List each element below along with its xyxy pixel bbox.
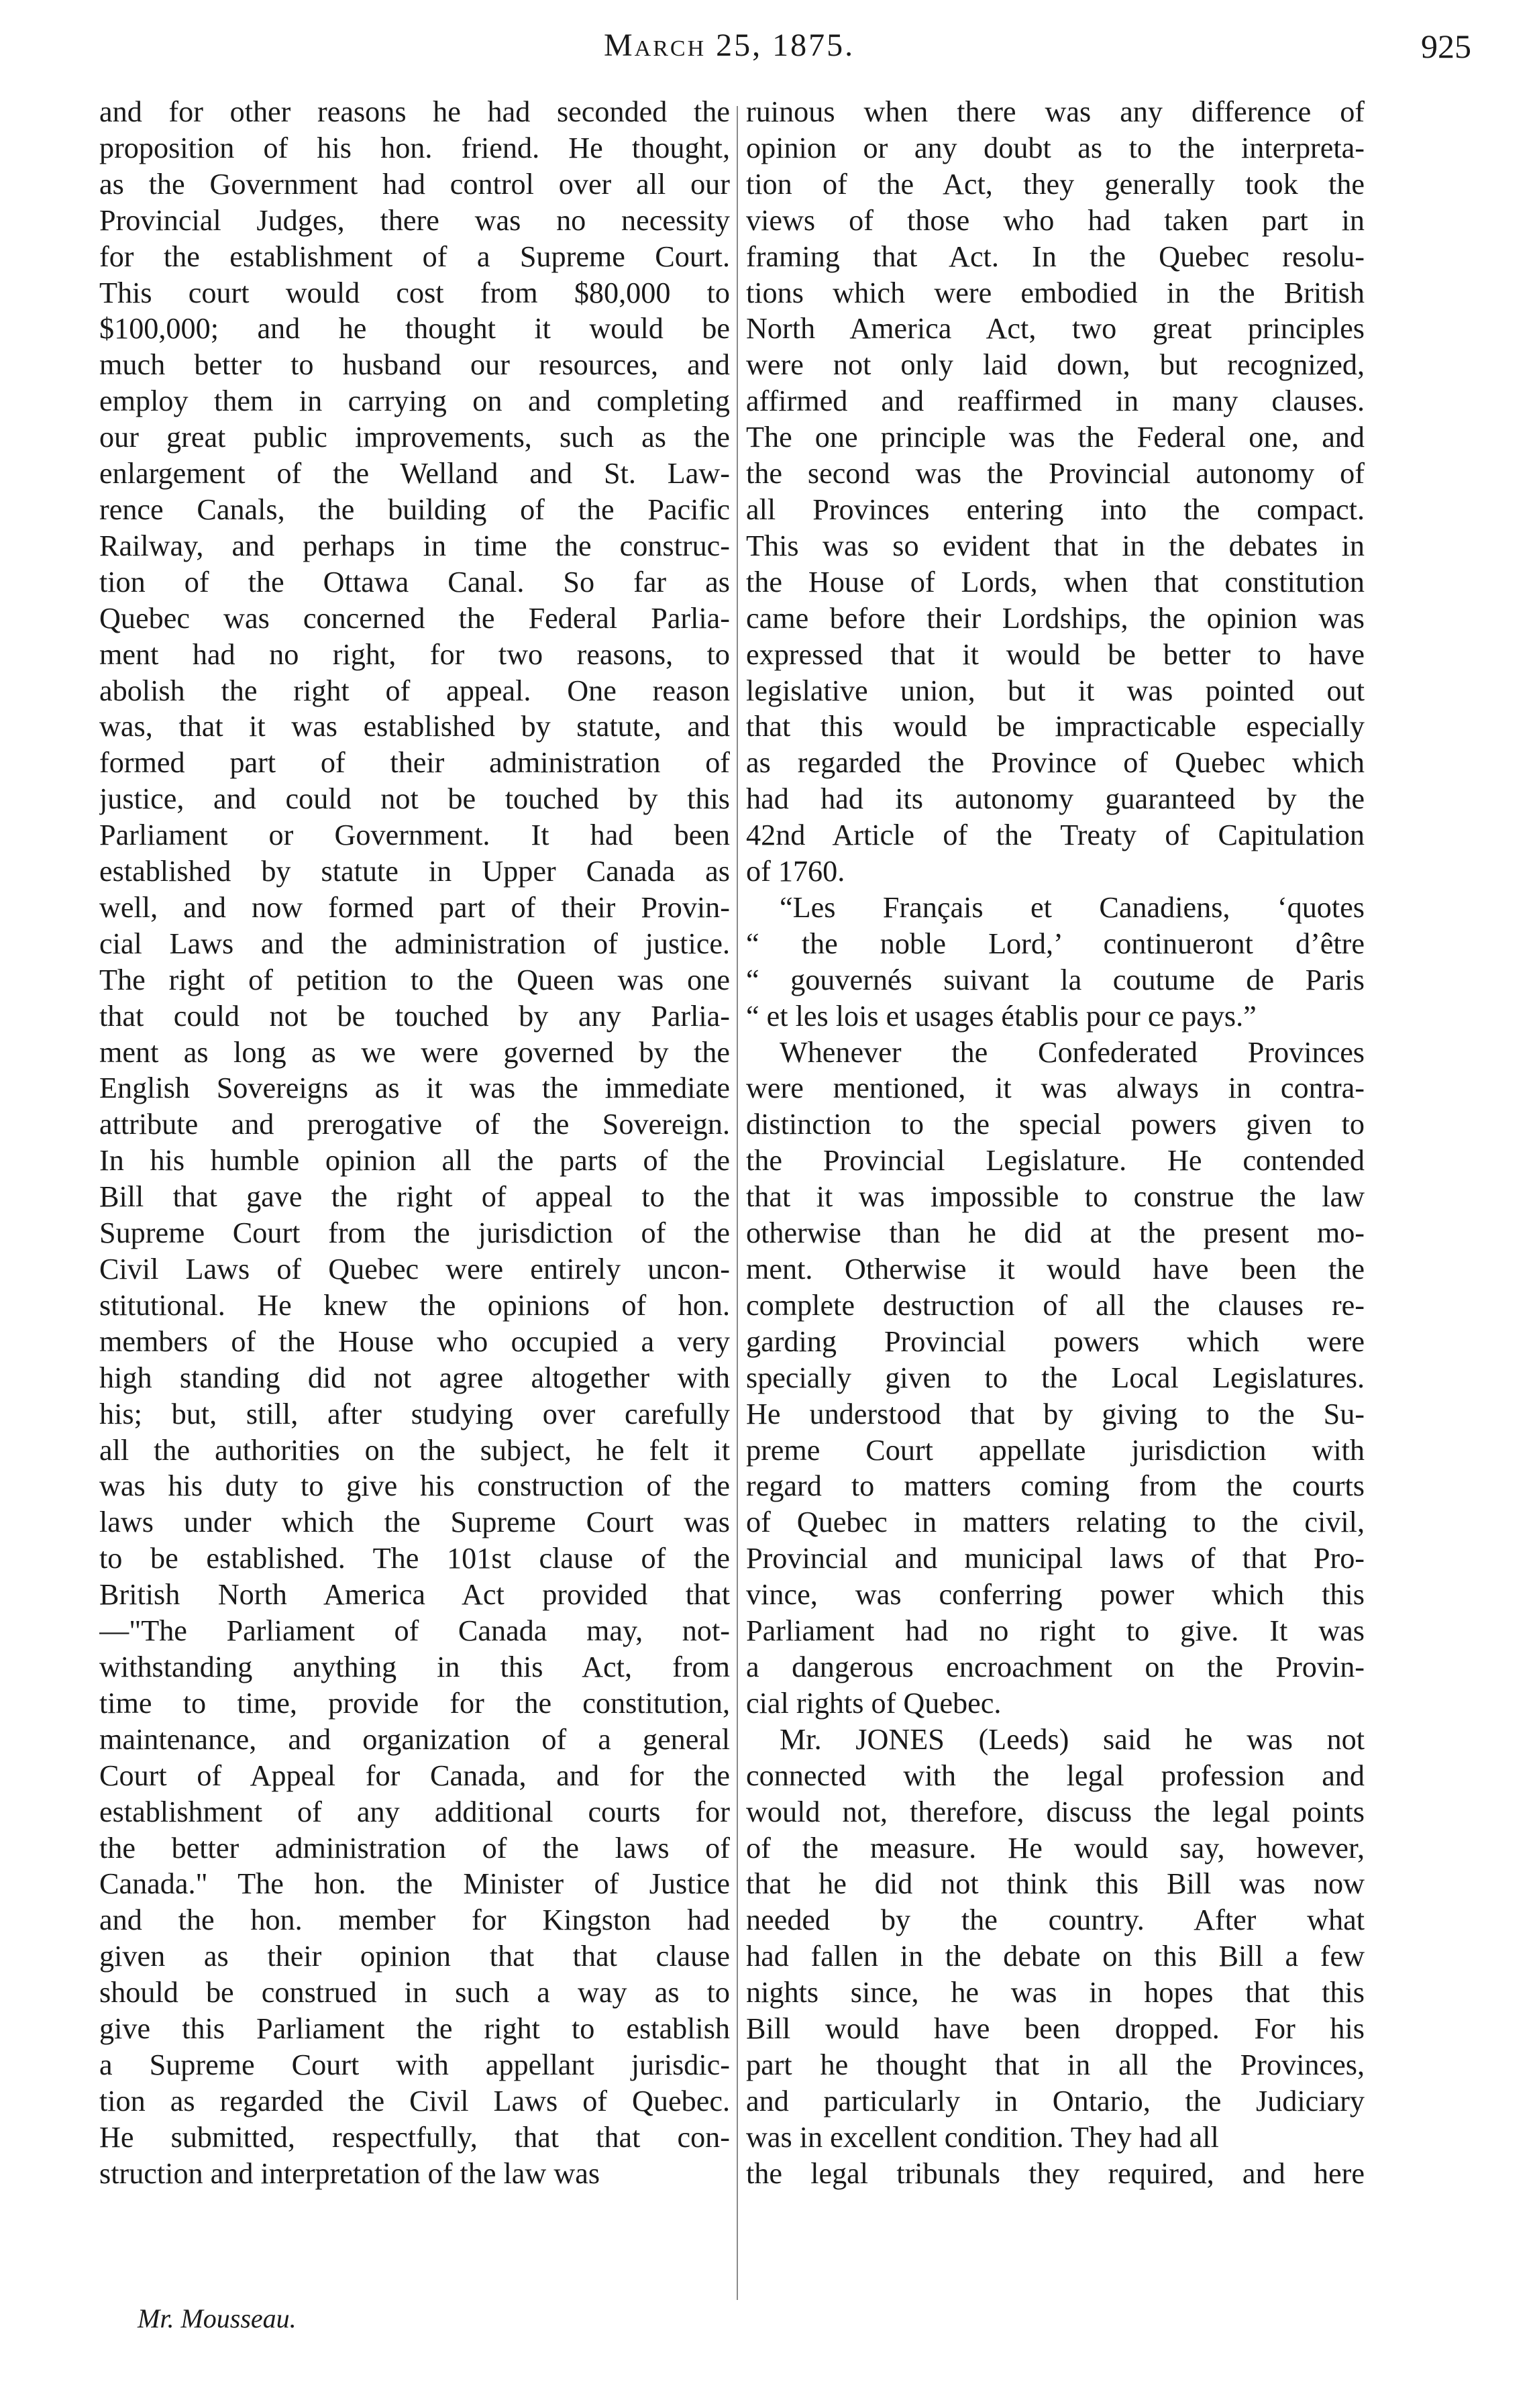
text-line: Provincial and municipal laws of that Pro-	[746, 1542, 1365, 1575]
text-line: He understood that by giving to the Su-	[746, 1397, 1365, 1430]
text-line: that he did not think this Bill was now	[746, 1867, 1365, 1901]
text-line: would not, therefore, discuss the legal points	[746, 1795, 1365, 1828]
text-line: laws under which the Supreme Court was	[99, 1506, 730, 1539]
text-line: In his humble opinion all the parts of the	[99, 1144, 730, 1177]
text-line: Bill would have been dropped. For his	[746, 2012, 1365, 2046]
text-line: specially given to the Local Legislatures.	[746, 1361, 1365, 1394]
text-line: expressed that it would be better to have	[746, 637, 1365, 671]
text-line: “Les Français et Canadiens, ‘quotes	[780, 890, 1365, 924]
text-line: of the measure. He would say, however,	[746, 1831, 1365, 1865]
text-line: should be construed in such a way as to	[99, 1976, 730, 2009]
text-line: the Provincial Legislature. He contended	[746, 1144, 1365, 1177]
text-line: ruinous when there was any difference of	[746, 95, 1365, 128]
text-line: time to time, provide for the constitution,	[99, 1686, 730, 1720]
text-line: Court of Appeal for Canada, and for the	[99, 1759, 730, 1792]
text-line: for the establishment of a Supreme Court.	[99, 240, 730, 273]
text-line: garding Provincial powers which were	[746, 1324, 1365, 1358]
text-line: 42nd Article of the Treaty of Capitulation	[746, 819, 1365, 852]
text-line: distinction to the special powers given to	[746, 1108, 1365, 1141]
text-line: stitutional. He knew the opinions of hon.	[99, 1288, 730, 1322]
text-line: establishment of any additional courts for	[99, 1795, 730, 1828]
text-line: had had its autonomy guaranteed by the	[746, 782, 1365, 816]
text-line: ment. Otherwise it would have been the	[746, 1253, 1365, 1286]
text-line: Quebec was concerned the Federal Parlia-	[99, 601, 730, 635]
text-line: otherwise than he did at the present mo-	[746, 1216, 1365, 1250]
text-line: the second was the Provincial autonomy of	[746, 457, 1365, 490]
text-line: needed by the country. After what	[746, 1903, 1365, 1937]
column-divider	[737, 106, 738, 2300]
text-line: This was so evident that in the debates in	[746, 529, 1365, 562]
text-line: English Sovereigns as it was the immediate	[99, 1071, 730, 1105]
text-line: The one principle was the Federal one, and	[746, 421, 1365, 454]
text-line: He submitted, respectfully, that that con-	[99, 2120, 730, 2154]
text-line: a dangerous encroachment on the Provin-	[746, 1650, 1365, 1683]
text-line: Parliament or Government. It had been	[99, 819, 730, 852]
text-line: high standing did not agree altogether with	[99, 1361, 730, 1394]
text-line: views of those who had taken part in	[746, 203, 1365, 237]
text-line: nights since, he was in hopes that this	[746, 1976, 1365, 2009]
text-line: our great public improvements, such as the	[99, 421, 730, 454]
text-line: regard to matters coming from the courts	[746, 1469, 1365, 1503]
text-line: was in excellent condition. They had all	[746, 2120, 1219, 2154]
text-line: were mentioned, it was always in contra-	[746, 1071, 1365, 1105]
text-line: and for other reasons he had seconded the	[99, 95, 730, 128]
text-line: the legal tribunals they required, and here	[746, 2156, 1365, 2190]
text-line: “ et les lois et usages établis pour ce pays.”	[746, 999, 1257, 1033]
text-line: employ them in carrying on and completing	[99, 384, 730, 418]
text-line: came before their Lordships, the opinion was	[746, 601, 1365, 635]
text-line: opinion or any doubt as to the interpreta-	[746, 131, 1365, 164]
text-line: cial Laws and the administration of justice.	[99, 927, 730, 960]
text-line: that this would be impracticable especially	[746, 710, 1365, 743]
text-line: complete destruction of all the clauses re-	[746, 1288, 1365, 1322]
text-line: attribute and prerogative of the Sovereign.	[99, 1108, 730, 1141]
text-line: affirmed and reaffirmed in many clauses.	[746, 384, 1365, 418]
text-line: The right of petition to the Queen was one	[99, 963, 730, 996]
text-line: were not only laid down, but recognized,	[746, 348, 1365, 382]
text-line: the House of Lords, when that constitution	[746, 565, 1365, 598]
text-line: justice, and could not be touched by this	[99, 782, 730, 816]
page-number: 925	[1421, 28, 1471, 65]
text-line: much better to husband our resources, and	[99, 348, 730, 382]
text-line: tion as regarded the Civil Laws of Quebec.	[99, 2084, 730, 2117]
text-line: that could not be touched by any Parlia-	[99, 999, 730, 1033]
text-line: as regarded the Province of Quebec which	[746, 746, 1365, 780]
text-line: tion of the Ottawa Canal. So far as	[99, 565, 730, 598]
text-line: ment as long as we were governed by the	[99, 1035, 730, 1069]
text-line: withstanding anything in this Act, from	[99, 1650, 730, 1683]
text-line: was, that it was established by statute, and	[99, 710, 730, 743]
text-line: rence Canals, the building of the Pacific	[99, 492, 730, 526]
text-line: his; but, still, after studying over carefully	[99, 1397, 730, 1430]
text-line: of Quebec in matters relating to the civil,	[746, 1506, 1365, 1539]
text-line: framing that Act. In the Quebec resolu-	[746, 240, 1365, 273]
text-line: and particularly in Ontario, the Judiciary	[746, 2084, 1365, 2117]
text-line: preme Court appellate jurisdiction with	[746, 1433, 1365, 1467]
text-line: —"The Parliament of Canada may, not-	[99, 1614, 730, 1648]
text-line: enlargement of the Welland and St. Law-	[99, 457, 730, 490]
text-line: maintenance, and organization of a general	[99, 1722, 730, 1756]
right-text-column	[746, 94, 1365, 2192]
text-line: members of the House who occupied a very	[99, 1324, 730, 1358]
text-line: struction and interpretation of the law was	[99, 2156, 600, 2190]
text-line: give this Parliament the right to establish	[99, 2012, 730, 2046]
text-line: abolish the right of appeal. One reason	[99, 674, 730, 707]
text-line: North America Act, two great principles	[746, 312, 1365, 346]
text-line: proposition of his hon. friend. He thought,	[99, 131, 730, 164]
text-line: of 1760.	[746, 855, 845, 888]
text-line: all Provinces entering into the compact.	[746, 492, 1365, 526]
text-line: Parliament had no right to give. It was	[746, 1614, 1365, 1648]
text-line: legislative union, but it was pointed out	[746, 674, 1365, 707]
text-line: Supreme Court from the jurisdiction of the	[99, 1216, 730, 1250]
text-line: as the Government had control over all our	[99, 167, 730, 201]
text-line: “ gouvernés suivant la coutume de Paris	[746, 963, 1365, 996]
text-line: was his duty to give his construction of the	[99, 1469, 730, 1503]
speaker-footer-note: Mr. Mousseau.	[138, 2303, 297, 2334]
text-line: tion of the Act, they generally took the	[746, 167, 1365, 201]
text-line: vince, was conferring power which this	[746, 1578, 1365, 1612]
text-line: given as their opinion that that clause	[99, 1940, 730, 1973]
text-line: had fallen in the debate on this Bill a few	[746, 1940, 1365, 1973]
text-line: formed part of their administration of	[99, 746, 730, 780]
left-text-column	[99, 94, 730, 2192]
text-line: and the hon. member for Kingston had	[99, 1903, 730, 1937]
text-line: part he thought that in all the Provinces,	[746, 2048, 1365, 2081]
text-line: Whenever the Confederated Provinces	[780, 1035, 1365, 1069]
text-line: that it was impossible to construe the law	[746, 1180, 1365, 1214]
text-line: cial rights of Quebec.	[746, 1686, 1002, 1720]
text-line: established by statute in Upper Canada as	[99, 855, 730, 888]
text-line: to be established. The 101st clause of the	[99, 1542, 730, 1575]
text-line: Provincial Judges, there was no necessity	[99, 203, 730, 237]
text-line: a Supreme Court with appellant jurisdic-	[99, 2048, 730, 2081]
text-line: Mr. JONES (Leeds) said he was not	[780, 1722, 1365, 1756]
text-line: all the authorities on the subject, he felt it	[99, 1433, 730, 1467]
text-line: Railway, and perhaps in time the construc-	[99, 529, 730, 562]
text-line: Canada." The hon. the Minister of Justice	[99, 1867, 730, 1901]
page-date-title: March 25, 1875.	[604, 28, 855, 63]
text-line: connected with the legal profession and	[746, 1759, 1365, 1792]
text-line: This court would cost from $80,000 to	[99, 276, 730, 309]
text-line: $100,000; and he thought it would be	[99, 312, 730, 346]
text-line: ment had no right, for two reasons, to	[99, 637, 730, 671]
text-line: tions which were embodied in the British	[746, 276, 1365, 309]
text-line: “ the noble Lord,’ continueront d’être	[746, 927, 1365, 960]
page-header	[0, 27, 1533, 81]
text-line: well, and now formed part of their Provin-	[99, 890, 730, 924]
text-line: the better administration of the laws of	[99, 1831, 730, 1865]
text-line: Civil Laws of Quebec were entirely uncon-	[99, 1253, 730, 1286]
text-line: British North America Act provided that	[99, 1578, 730, 1612]
text-line: Bill that gave the right of appeal to the	[99, 1180, 730, 1214]
